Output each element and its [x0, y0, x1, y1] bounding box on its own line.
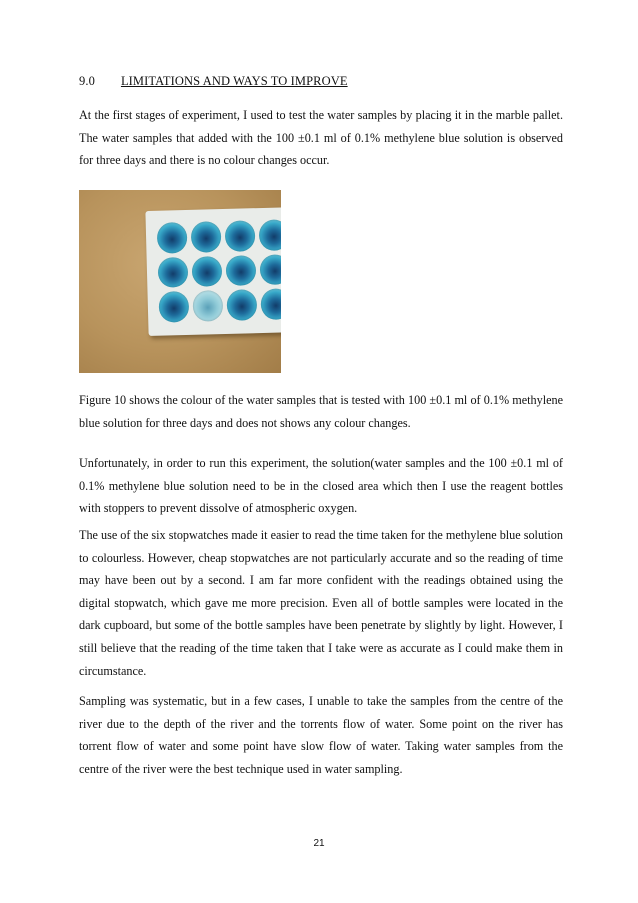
pallet-well [260, 289, 281, 320]
pallet-well [159, 291, 190, 322]
figure-marble-pallet-photo [79, 190, 281, 373]
paragraph-stopwatches: The use of the six stopwatches made it easier to read the time taken for the methylene blue solution to colourless. However, cheap stopwatches are not particularly accurate and so the reading of time may have been out by a second. I am far more confident with the readings obtained using the digital stopwatch, which gave me more precision. Even all of bottle samples were located in the dark cupboard, but some of the bottle samples have been penetrate by slightly by light. However, I still believe that the reading of the time taken that I take were as accurate as I could make them in circumstance. [79, 528, 563, 678]
paragraph-closed-area: Unfortunately, in order to run this experiment, the solution(water samples and the 100 ±0.1 ml of 0.1% methylene blue solution need to be in the closed area which then I use the reagent bottles with stoppers to prevent dissolve of atmospheric oxygen. [79, 456, 563, 516]
pallet-well [192, 256, 223, 287]
pallet-well [226, 289, 257, 320]
pallet-well [259, 219, 281, 250]
pallet-well [193, 290, 224, 321]
pallet-wells [157, 219, 281, 322]
paragraph-sampling: Sampling was systematic, but in a few cases, I unable to take the samples from the centre of the river due to the depth of the river and the torrents flow of water. Some point on the river has torrent flow of water and some point have slow flow of water. Taking water samples from the centre of the river were the best technique used in water sampling. [79, 694, 563, 776]
section-heading [79, 74, 348, 89]
marble-pallet [145, 207, 281, 336]
pallet-well [191, 221, 222, 252]
paragraph-intro: At the first stages of experiment, I used to test the water samples by placing it in the marble pallet. The water samples that added with the 100 ±0.1 ml of 0.1% methylene blue solution is observed for three days and there is no colour changes occur. [79, 108, 563, 168]
pallet-well [157, 222, 188, 253]
section-title: LIMITATIONS AND WAYS TO IMPROVE [120, 74, 348, 88]
pallet-well [158, 257, 189, 288]
figure-caption: Figure 10 shows the colour of the water samples that is tested with 100 ±0.1 ml of 0.1% methylene blue solution for three days and does not shows any colour changes. [79, 393, 563, 430]
pallet-well [225, 220, 256, 251]
page-number: 21 [313, 838, 325, 849]
section-number: 9.0 [79, 74, 95, 88]
pallet-well [226, 255, 257, 286]
pallet-well [260, 254, 281, 285]
